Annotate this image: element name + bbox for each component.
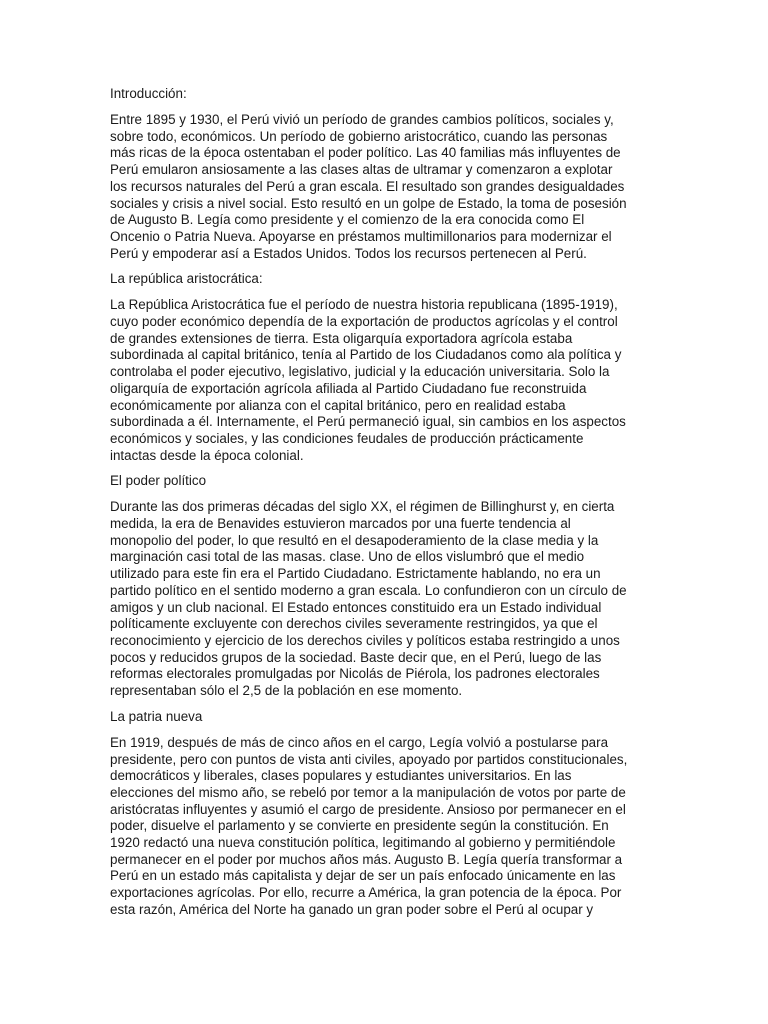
paragraph-line: oligarquía de exportación agrícola afiliada al Partido Ciudadano fue reconstruida (110, 380, 587, 396)
paragraph-line: Perú en un estado más capitalista y dejar de ser un país enfocado únicamente en las (110, 868, 616, 884)
paragraph-line: aristócratas influyentes y asumió el cargo de presidente. Ansioso por permanecer en el (110, 801, 626, 817)
paragraph (110, 112, 650, 262)
paragraph-line: La República Aristocrática fue el período de nuestra historia republicana (1895-1919), (110, 297, 618, 313)
paragraph (110, 297, 650, 464)
paragraph-line: intactas desde la época colonial. (110, 447, 304, 463)
paragraph-line: marginación casi total de las masas. clase. Uno de ellos vislumbró que el medio (110, 549, 585, 565)
paragraph-line: Oncenio o Patria Nueva. Apoyarse en préstamos multimillonarios para modernizar el (110, 228, 612, 244)
paragraph-line: económicos y sociales, y las condiciones feudales de producción prácticamente (110, 430, 584, 446)
paragraph-line: utilizado para este fin era el Partido Ciudadano. Estrictamente hablando, no era un (110, 566, 601, 582)
paragraph-line: sociales y crisis a nivel social. Esto resultó en un golpe de Estado, la toma de posesión (110, 195, 627, 211)
section-introduccion (110, 85, 650, 262)
paragraph-line: los recursos naturales del Perú a gran escala. El resultado son grandes desigualdades (110, 178, 625, 194)
paragraph-line: subordinada al capital británico, tenía al Partido de los Ciudadanos como ala política y (110, 347, 622, 363)
paragraph-line: medida, la era de Benavides estuvieron marcados por una fuerte tendencia al (110, 516, 571, 532)
section-heading: La república aristocrática: (110, 271, 263, 287)
paragraph-line: políticamente excluyente con derechos civiles severamente restringidos, ya que el (110, 616, 598, 632)
paragraph-line: partido político en el sentido moderno a gran escala. Lo confundieron con un círculo de (110, 582, 627, 598)
section-republica-aristocratica (110, 270, 650, 464)
paragraph-line: controlaba el poder ejecutivo, legislativo, judicial y la educación universitaria. Solo la (110, 364, 610, 380)
paragraph-line: pocos y reducidos grupos de la sociedad. Baste decir que, en el Perú, luego de las (110, 649, 602, 665)
paragraph-line: 1920 redactó una nueva constitución política, legitimando al gobierno y permitiéndole (110, 835, 616, 851)
section-heading: El poder político (110, 473, 207, 489)
paragraph-line: poder, disuelve el parlamento y se convierte en presidente según la constitución. En (110, 818, 609, 834)
section-poder-politico (110, 472, 650, 699)
paragraph-line: Entre 1895 y 1930, el Perú vivió un período de grandes cambios políticos, sociales y, (110, 112, 614, 127)
paragraph (110, 499, 650, 699)
paragraph-line: cuyo poder económico dependía de la exportación de productos agrícolas y el control (110, 314, 618, 330)
paragraph-line: Perú y empoderar así a Estados Unidos. Todos los recursos pertenecen al Perú. (110, 245, 587, 261)
paragraph-line: de Augusto B. Legía como presidente y el comienzo de la era conocida como El (110, 212, 585, 228)
paragraph-line: más ricas de la época ostentaban el poder político. Las 40 familias más influyentes de (110, 145, 621, 161)
paragraph-line: reconocimiento y ejercicio de los derechos civiles y políticos estaba restringido a unos (110, 632, 620, 648)
paragraph-line: sobre todo, económicos. Un período de gobierno aristocrático, cuando las personas (110, 128, 608, 144)
section-heading: Introducción: (110, 86, 187, 101)
paragraph-line: esta razón, América del Norte ha ganado un gran poder sobre el Perú al ocupar y (110, 901, 594, 917)
section-patria-nueva (110, 708, 650, 919)
paragraph-line: económicamente por alianza con el capital británico, pero en realidad estaba (110, 397, 566, 413)
paragraph-line: democráticos y liberales, clases populares y estudiantes universitarios. En las (110, 768, 572, 784)
paragraph-line: de grandes extensiones de tierra. Esta oligarquía exportadora agrícola estaba (110, 330, 573, 346)
paragraph-line: subordinada a él. Internamente, el Perú permaneció igual, sin cambios en los aspectos (110, 414, 626, 430)
paragraph-line: En 1919, después de más de cinco años en el cargo, Legía volvió a postularse para (110, 734, 609, 750)
paragraph-line: presidente, pero con puntos de vista anti civiles, apoyado por partidos constitucionales, (110, 751, 628, 767)
paragraph-line: Perú emularon ansiosamente a las clases altas de ultramar y comenzaron a explotar (110, 162, 613, 178)
section-heading: La patria nueva (110, 708, 203, 724)
paragraph-line: permanecer en el poder por muchos años más. Augusto B. Legía quería transformar a (110, 851, 623, 867)
paragraph-line: elecciones del mismo año, se rebeló por temor a la manipulación de votos por parte de (110, 784, 626, 800)
paragraph-line: Durante las dos primeras décadas del siglo XX, el régimen de Billinghurst y, en cierta (110, 499, 615, 515)
paragraph-line: monopolio del poder, lo que resultó en el desapoderamiento de la clase media y la (110, 532, 599, 548)
paragraph-line: reformas electorales promulgadas por Nicolás de Piérola, los padrones electorales (110, 666, 600, 682)
paragraph-line: exportaciones agrícolas. Por ello, recurre a América, la gran potencia de la época. Por (110, 885, 622, 901)
paragraph-line: representaban sólo el 2,5 de la población en ese momento. (110, 683, 463, 699)
paragraph (110, 735, 650, 919)
paragraph-line: amigos y un club nacional. El Estado entonces constituido era un Estado individual (110, 599, 602, 615)
